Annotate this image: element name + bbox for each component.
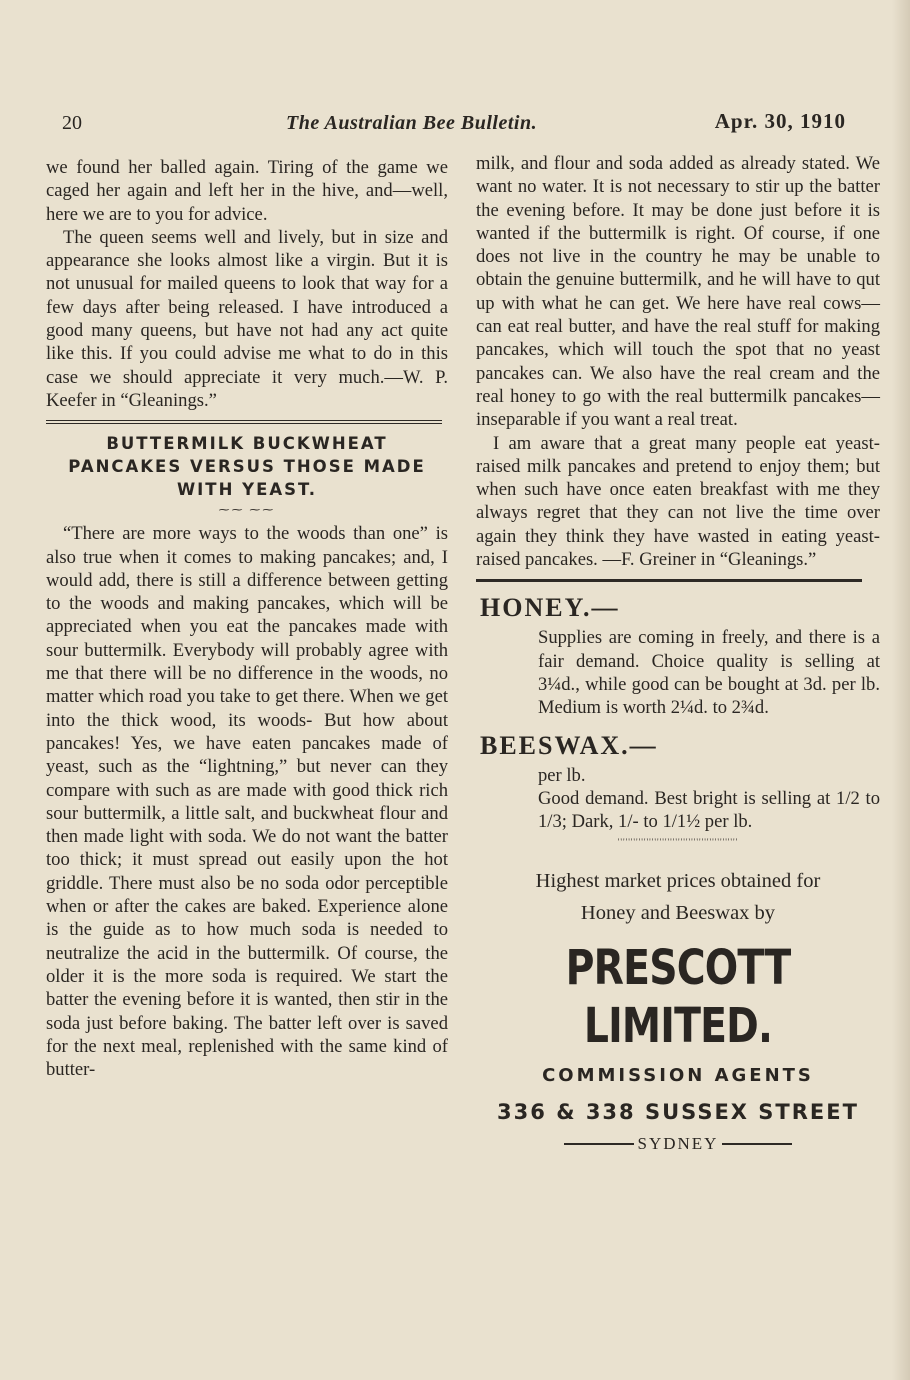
ad-company-name: PRESCOTT LIMITED. (565, 940, 791, 1055)
issue-date: Apr. 30, 1910 (714, 109, 846, 133)
ad-line-1: Highest market prices obtained for (535, 870, 821, 893)
ad-city: SYDNEY (637, 1134, 719, 1154)
publication-title: The Australian Bee Bulletin. (286, 112, 538, 134)
ad-city-line (476, 1134, 880, 1154)
paragraph-pancakes: “There are more ways to the woods than one” is also true when it comes to making pancakes; and, I would add, there is still a difference between getting to the woods and making pancakes, which will be appreciated when you eat the pancakes made with sour buttermilk. Everybody will probably agree with me that there will be no difference in the woods, no matter which road you take to get there. When we get into the thick wood, its woods- But how about pancakes! Yes, we have eaten pancakes made of yeast, such as the “lightning,” but never can they compare with such as are made with good thick rich sour buttermilk, a little salt, and buckwheat flour and then made light with soda. We do not want the batter too thick; it must spread out easily upon the hot griddle. There must also be no soda odor perceptible when or after the cakes are baked. Experience alone is the guide as to how much soda is needed to neutralize the acid in the buttermilk. Of course, the older it is the more soda is required. We start the batter the evening before it is wanted, then stir in the soda just before baking. The batter left over is saved for the next meal, replenished with the same kind of butter- (46, 523, 448, 1081)
beeswax-report: Good demand. Best bright is selling at 1/2 to 1/3; Dark, 1/- to 1/1½ per lb. (538, 787, 880, 833)
page-edge-shadow (892, 0, 910, 1380)
paragraph-queen: The queen seems well and lively, but in size and appearance she looks almost like a virgin. But it is not unusual for mailed queens to look that way for a few days after being released. I have introduced a good many queens, but have not had any act quite like this. If you could advise me what to do in this case we should appreciate it very much.—W. P. Keefer in “Gleanings.” (46, 226, 448, 411)
paragraph-greiner: I am aware that a great many people eat yeast-raised milk pancakes and pretend to enjoy them; but when such have once eaten breakfast with me they always regret that they can not live the time over again they think they have wasted in eating yeast-raised pancakes. —F. Greiner in “Gleanings.” (476, 432, 880, 571)
city-dash-right (722, 1143, 792, 1145)
dotted-divider: '''''''''''''''''''''''''''''''''''''''''''''' (617, 837, 739, 848)
honey-report: Supplies are coming in freely, and there is a fair demand. Choice quality is selling at 3¼d., while good can be bought at 3d. per lb. Medium is worth 2¼d. to 2¾d. (538, 627, 880, 719)
page-header (62, 109, 852, 142)
advertisement (476, 865, 880, 1154)
left-column (46, 156, 448, 1081)
ad-agents: COMMISSION AGENTS (542, 1065, 814, 1087)
article-title: BUTTERMILK BUCKWHEAT PANCAKES VERSUS THOSE MADE WITH YEAST. (68, 434, 426, 500)
ad-address: 336 & 338 SUSSEX STREET (497, 1100, 859, 1125)
beeswax-unit: per lb. (538, 764, 586, 786)
paragraph-buttermilk: milk, and flour and soda added as already stated. We want no water. It is not necessary to stir up the batter the evening before. It may be done just before it is wanted if the buttermilk is right. Of course, if one does not live in the country he may be unable to obtain the genuine buttermilk, and he will have to qut up with what he can get. We here have real cows—can eat real butter, and have the real stuff for making pancakes, which will touch the spot that no yeast pancakes can. We also have the real cream and the real honey to go with the real buttermilk pancakes—inseparable if you want a real treat. (476, 153, 880, 431)
heavy-rule-divider (476, 579, 862, 582)
paragraph-continued: we found her balled again. Tiring of the game we caged her again and left her in the hive, and—well, here we are to you for advice. (46, 157, 448, 225)
page-number: 20 (62, 112, 82, 134)
right-column (476, 152, 880, 1154)
ornament-flourish: ⁓⁓ ⁓⁓ (218, 504, 276, 517)
city-dash-left (564, 1143, 634, 1145)
beeswax-heading: BEESWAX.— (480, 730, 658, 760)
ad-line-2: Honey and Beeswax by (580, 902, 776, 925)
honey-heading: HONEY.— (480, 593, 620, 623)
double-rule-divider (46, 420, 442, 424)
